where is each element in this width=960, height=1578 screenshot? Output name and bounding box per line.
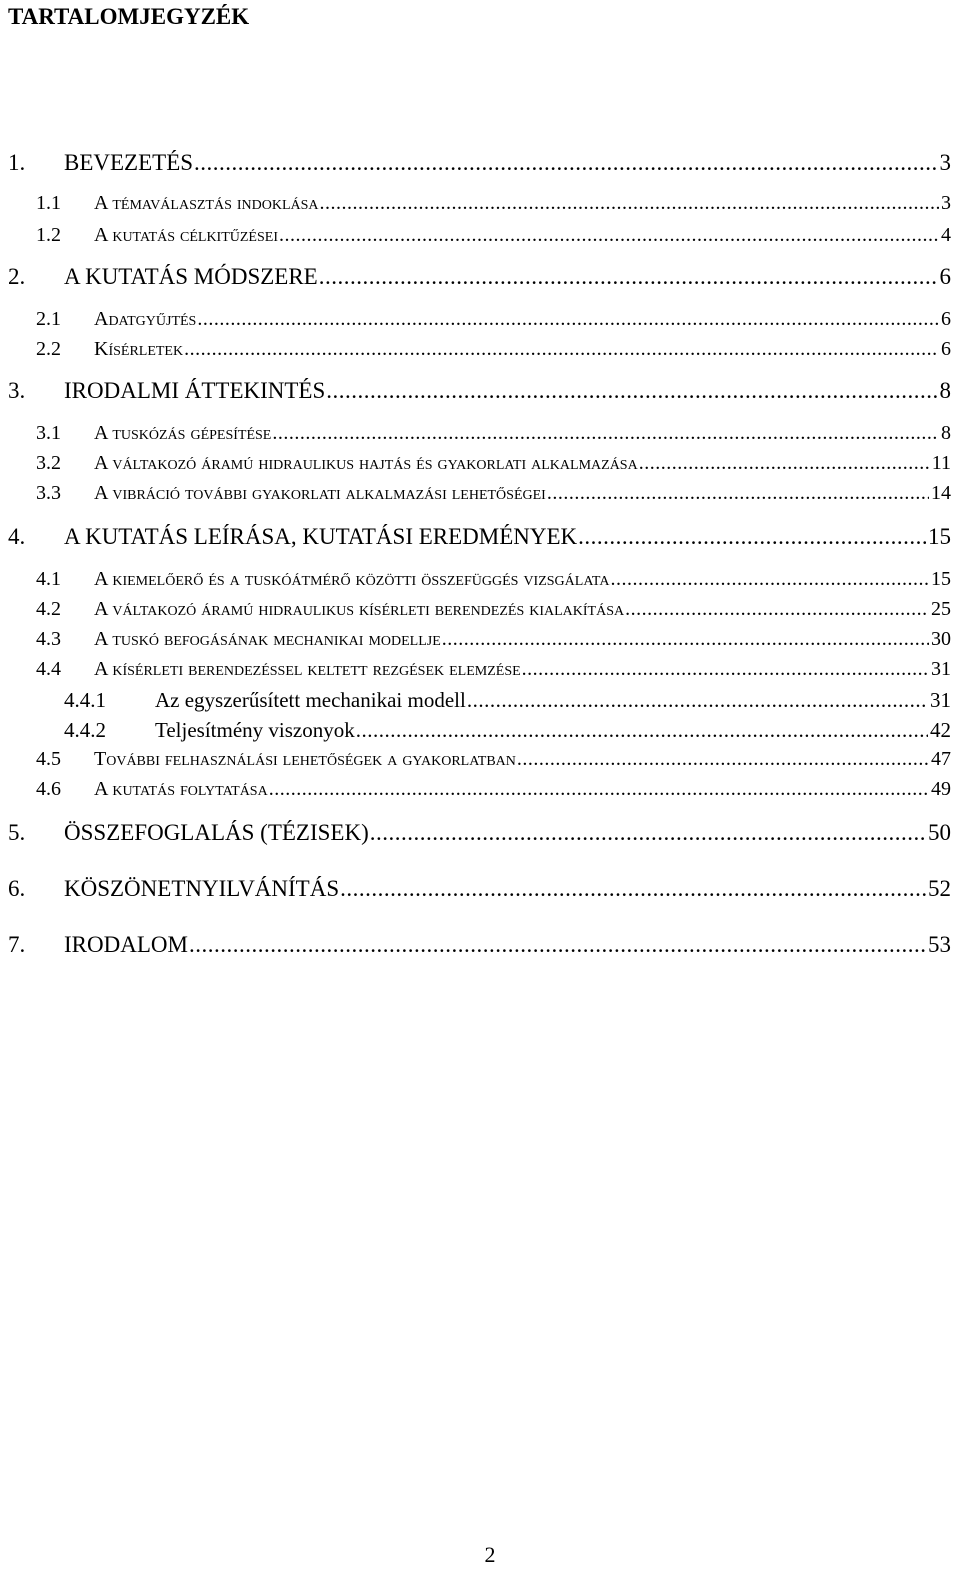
toc-dot-leader: [320, 192, 939, 215]
toc-entry-page: 8: [939, 378, 951, 403]
toc-entry-title: Adatgyűjtés: [94, 308, 197, 330]
toc-entry-title: BEVEZETÉS: [64, 150, 194, 175]
toc-dot-leader: [442, 628, 929, 651]
toc-entry[interactable]: [36, 452, 951, 475]
toc-entry[interactable]: [64, 718, 951, 743]
toc-entry-page: 6: [941, 338, 951, 360]
toc-dot-leader: [467, 688, 928, 713]
toc-entry-page: 53: [928, 932, 951, 957]
toc-entry-number: 4.4: [36, 658, 61, 680]
toc-entry[interactable]: [64, 688, 951, 713]
toc-entry[interactable]: [8, 820, 951, 846]
toc-entry-page: 52: [928, 876, 951, 901]
toc-entry-page: 15: [928, 524, 951, 549]
toc-entry[interactable]: [36, 338, 951, 361]
toc-entry[interactable]: [36, 482, 951, 505]
toc-entry-title: KÖSZÖNETNYILVÁNÍTÁS: [64, 876, 340, 901]
toc-entry-title: A váltakozó áramú hidraulikus kísérleti berendezés kialakítása: [94, 598, 625, 620]
toc-entry-number: 4.4.1: [64, 688, 106, 712]
toc-entry-page: 31: [930, 688, 951, 712]
toc-entry[interactable]: [8, 378, 951, 404]
toc-entry-page: 31: [931, 658, 951, 680]
toc-entry-number: 4.2: [36, 598, 61, 620]
toc-entry-title: További felhasználási lehetőségek a gyakorlatban: [94, 748, 516, 770]
toc-entry-page: 3: [941, 192, 951, 214]
toc-entry-number: 1.: [8, 150, 26, 175]
toc-entry-title: IRODALOM: [64, 932, 188, 957]
toc-entry-page: 50: [928, 820, 951, 845]
toc-dot-leader: [578, 524, 926, 550]
toc-entry-page: 30: [931, 628, 951, 650]
toc-entry-page: 6: [939, 264, 951, 289]
toc-title: TARTALOMJEGYZÉK: [8, 4, 250, 29]
toc-dot-leader: [189, 932, 926, 958]
toc-entry[interactable]: [36, 308, 951, 331]
toc-entry[interactable]: [36, 628, 951, 651]
toc-entry-title: Kísérletek: [94, 338, 184, 360]
toc-entry-title: Teljesítmény viszonyok: [155, 718, 355, 742]
page-number: 2: [484, 1542, 496, 1567]
toc-entry[interactable]: [36, 748, 951, 771]
toc-entry-title: A váltakozó áramú hidraulikus hajtás és gyakorlati alkalmazása: [94, 452, 638, 474]
toc-dot-leader: [547, 482, 929, 505]
toc-entry-title: ÖSSZEFOGLALÁS (TÉZISEK): [64, 820, 369, 845]
toc-entry-page: 14: [931, 482, 951, 504]
toc-entry[interactable]: [36, 422, 951, 445]
toc-dot-leader: [319, 264, 938, 290]
toc-entry-title: A tuskó befogásának mechanikai modellje: [94, 628, 441, 650]
toc-entry-page: 6: [941, 308, 951, 330]
toc-entry[interactable]: [36, 224, 951, 247]
toc-dot-leader: [610, 568, 929, 591]
toc-entry-number: 4.4.2: [64, 718, 106, 742]
toc-entry-number: 3.3: [36, 482, 61, 504]
toc-entry[interactable]: [8, 150, 951, 176]
toc-entry-page: 25: [931, 598, 951, 620]
toc-dot-leader: [370, 820, 926, 846]
toc-entry-page: 11: [931, 452, 951, 474]
toc-entry-title: IRODALMI ÁTTEKINTÉS: [64, 378, 326, 403]
toc-dot-leader: [194, 150, 937, 176]
toc-dot-leader: [197, 308, 939, 331]
toc-dot-leader: [356, 718, 928, 743]
toc-entry-page: 4: [941, 224, 951, 246]
toc-entry-number: 4.1: [36, 568, 61, 590]
toc-entry-title: A KUTATÁS MÓDSZERE: [64, 264, 318, 289]
toc-entry-number: 6.: [8, 876, 26, 901]
toc-entry-title: A kutatás folytatása: [94, 778, 268, 800]
toc-entry[interactable]: [8, 876, 951, 902]
toc-entry-number: 2.: [8, 264, 26, 289]
toc-entry[interactable]: [8, 524, 951, 550]
toc-dot-leader: [639, 452, 930, 475]
toc-entry-number: 2.1: [36, 308, 61, 330]
toc-entry-number: 1.1: [36, 192, 61, 214]
toc-entry-number: 5.: [8, 820, 26, 845]
toc-entry[interactable]: [36, 598, 951, 621]
toc-entry-title: A témaválasztás indoklása: [94, 192, 319, 214]
toc-entry[interactable]: [8, 264, 951, 290]
toc-dot-leader: [272, 422, 939, 445]
toc-dot-leader: [184, 338, 939, 361]
toc-entry-page: 3: [939, 150, 951, 175]
toc-entry-title: A KUTATÁS LEÍRÁSA, KUTATÁSI EREDMÉNYEK: [64, 524, 578, 549]
toc-entry[interactable]: [36, 192, 951, 215]
toc-entry-title: A kiemelőerő és a tuskóátmérő közötti összefüggés vizsgálata: [94, 568, 610, 590]
toc-entry-page: 15: [931, 568, 951, 590]
toc-entry-title: A kísérleti berendezéssel keltett rezgések elemzése: [94, 658, 521, 680]
toc-entry-page: 8: [941, 422, 951, 444]
toc-entry-number: 4.6: [36, 778, 61, 800]
toc-entry-page: 47: [931, 748, 951, 770]
toc-entry[interactable]: [36, 778, 951, 801]
toc-entry-number: 4.3: [36, 628, 61, 650]
toc-entry-title: A kutatás célkitűzései: [94, 224, 278, 246]
toc-dot-leader: [279, 224, 939, 247]
toc-entry-number: 4.: [8, 524, 26, 549]
toc-entry[interactable]: [36, 568, 951, 591]
toc-dot-leader: [269, 778, 929, 801]
toc-dot-leader: [340, 876, 926, 902]
toc-entry-page: 42: [930, 718, 951, 742]
toc-entry-number: 3.2: [36, 452, 61, 474]
toc-entry-title: A vibráció további gyakorlati alkalmazási lehetőségei: [94, 482, 546, 504]
toc-dot-leader: [522, 658, 929, 681]
toc-entry-number: 1.2: [36, 224, 61, 246]
toc-entry[interactable]: [8, 932, 951, 958]
toc-entry-number: 4.5: [36, 748, 61, 770]
toc-entry-page: 49: [931, 778, 951, 800]
toc-entry-number: 2.2: [36, 338, 61, 360]
toc-entry-title: Az egyszerűsített mechanikai modell: [155, 688, 466, 712]
toc-dot-leader: [517, 748, 929, 771]
toc-entry-number: 3.: [8, 378, 26, 403]
toc-entry[interactable]: [36, 658, 951, 681]
toc-dot-leader: [326, 378, 937, 404]
toc-dot-leader: [625, 598, 929, 621]
toc-entry-number: 3.1: [36, 422, 61, 444]
toc-entry-title: A tuskózás gépesítése: [94, 422, 272, 444]
toc-entry-number: 7.: [8, 932, 26, 957]
